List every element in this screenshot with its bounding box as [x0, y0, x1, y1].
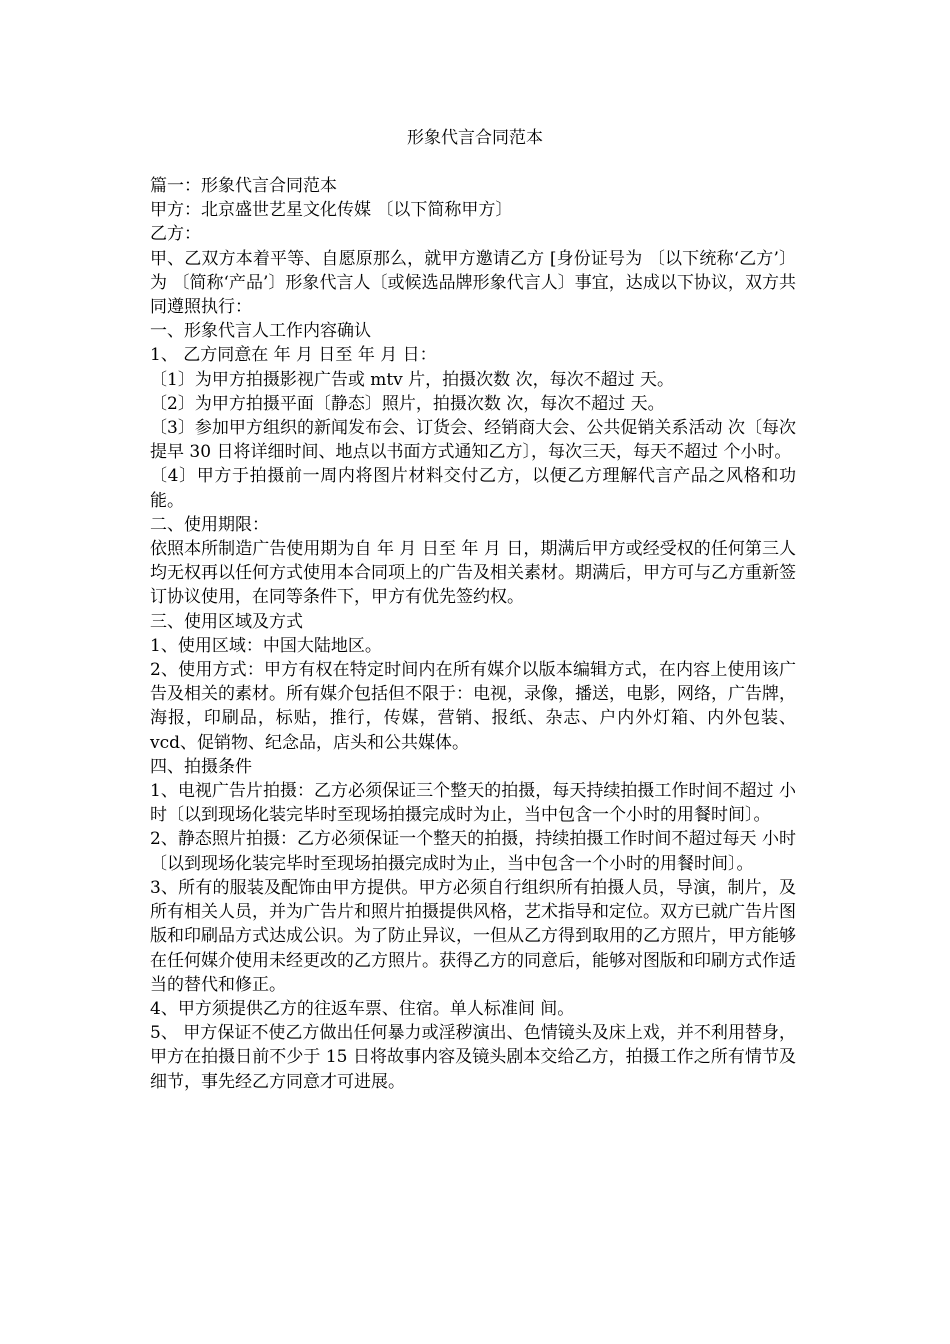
paragraph: 1、 乙方同意在 年 月 日至 年 月 日：	[150, 345, 437, 366]
section-heading: 一、形象代言人工作内容确认	[150, 321, 371, 342]
paragraph: 〔3〕参加甲方组织的新闻发布会、订货会、经销商大会、公共促销关系活动 次〔每次提早 30 日将详细时间、地点以书面方式通知乙方〕，每次三天，每天不超过 个小时。	[150, 418, 796, 463]
section-heading: 四、拍摄条件	[150, 756, 252, 777]
paragraph: 乙方：	[150, 224, 201, 245]
section-heading: 二、使用期限：	[150, 514, 269, 535]
paragraph: 甲方：北京盛世艺星文化传媒 〔以下简称甲方〕	[150, 200, 513, 221]
paragraph: 2、静态照片拍摄：乙方必须保证一个整天的拍摄，持续拍摄工作时间不超过每天 小时〔以到现场化装完毕时至现场拍摄完成时为止，当中包含一个小时的用餐时间〕。	[150, 829, 796, 874]
paragraph: 3、所有的服装及配饰由甲方提供。甲方必须自行组织所有拍摄人员，导演，制片，及所有相关人员，并为广告片和照片拍摄提供风格，艺术指导和定位。双方已就广告片图版和印刷品方式达成公识。为了防止异议，一但从乙方得到取用的乙方照片，甲方能够在任何媒介使用未经更改的乙方照片。获得乙方的同意后，能够对图版和印刷方式作适当的替代和修正。	[150, 877, 796, 995]
paragraph: 2、使用方式：甲方有权在特定时间内在所有媒介以版本编辑方式，在内容上使用该广告及相关的素材。所有媒介包括但不限于：电视，录像，播送，电影，网络，广告牌，海报，印刷品，标贴，推行，传媒，营销、报纸、杂志、户内外灯箱、内外包装、vcd、促销物、纪念品，店头和公共媒体。	[150, 660, 796, 753]
paragraph: 〔4〕甲方于拍摄前一周内将图片材料交付乙方，以便乙方理解代言产品之风格和功能。	[150, 466, 796, 511]
paragraph: 5、 甲方保证不使乙方做出任何暴力或淫秽演出、色情镜头及床上戏，并不利用替身，甲方在拍摄日前不少于 15 日将故事内容及镜头剧本交给乙方，拍摄工作之所有情节及细节，事先经乙方同意才可进展。	[150, 1023, 796, 1092]
paragraph: 篇一：形象代言合同范本	[150, 176, 337, 196]
paragraph: 4、甲方须提供乙方的往返车票、住宿。单人标准间 间。	[150, 998, 575, 1019]
paragraph: 〔2〕为甲方拍摄平面〔静态〕照片，拍摄次数 次，每次不超过 天。	[150, 393, 665, 414]
section-heading: 三、使用区域及方式	[150, 611, 303, 632]
paragraph: 依照本所制造广告使用期为自 年 月 日至 年 月 日，期满后甲方或经受权的任何第三人均无权再以任何方式使用本合同项上的广告及相关素材。期满后，甲方可与乙方重新签订协议使用，在同等条件下，甲方有优先签约权。	[150, 539, 796, 608]
document-title: 形象代言合同范本	[407, 128, 543, 148]
paragraph: 1、使用区域：中国大陆地区。	[150, 635, 382, 656]
paragraph: 1、电视广告片拍摄：乙方必须保证三个整天的拍摄，每天持续拍摄工作时间不超过 小时〔以到现场化装完毕时至现场拍摄完成时为止，当中包含一个小时的用餐时间〕。	[150, 781, 796, 826]
paragraph: 甲、乙双方本着平等、自愿原那么，就甲方邀请乙方 [身份证号为 〔以下统称‘乙方’〕为 〔简称‘产品’〕形象代言人〔或候选品牌形象代言人〕事宜，达成以下协议，双方共同遵照执行：	[150, 248, 796, 318]
paragraph: 〔1〕为甲方拍摄影视广告或 mtv 片，拍摄次数 次，每次不超过 天。	[150, 369, 674, 390]
document-body	[150, 174, 796, 1094]
